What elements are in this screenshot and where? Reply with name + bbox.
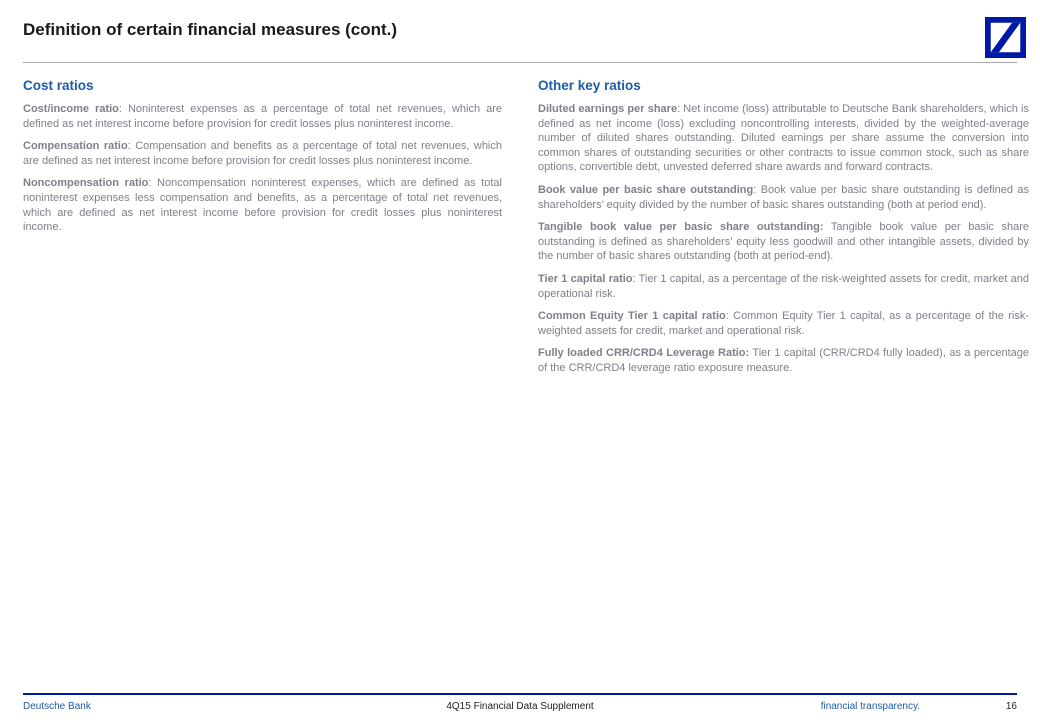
definition-term: Noncompensation ratio <box>23 177 149 190</box>
definition-text: Tier 1 capital (CRR/CRD4 fully loaded), as a percentage of the CRR/CRD4 leverage ratio exposure measure. <box>538 347 1029 374</box>
cost-ratios-heading: Cost ratios <box>23 78 94 93</box>
definition-text: : Tier 1 capital, as a percentage of the risk-weighted assets for credit, market and operational risk. <box>538 272 1029 300</box>
content-columns <box>23 78 1029 384</box>
footer-document-title: 4Q15 Financial Data Supplement <box>446 701 594 712</box>
definition-compensation-ratio <box>23 139 502 168</box>
definition-text: Tangible book value per basic share outstanding is defined as shareholders’ equity less goodwill and other intangible assets, divided by the number of basic shares outstanding (both at period-end). <box>538 221 1029 263</box>
definition-text: : Compensation and benefits as a percentage of total net revenues, which are defined as net interest income before provision for credit losses plus noninterest income. <box>23 140 502 167</box>
deutsche-bank-logo-icon <box>985 17 1026 58</box>
definition-term: Compensation ratio <box>23 140 128 153</box>
footer-divider <box>23 693 1017 695</box>
header-divider <box>23 62 1017 63</box>
other-key-ratios-section <box>538 78 1029 384</box>
definition-term: Tier 1 capital ratio <box>538 272 633 285</box>
cost-ratios-section <box>23 78 502 384</box>
definition-tier-1-capital-ratio <box>538 272 1029 301</box>
definition-term: Diluted earnings per share <box>538 103 678 115</box>
definition-text: : Book value per basic share outstanding is defined as shareholders’ equity divided by the number of basic shares outstanding (both at period end). <box>538 183 1029 211</box>
definition-term: Cost/income ratio <box>23 103 119 115</box>
page-title: Definition of certain financial measures (cont.) <box>23 20 398 39</box>
definition-book-value-per-basic-share <box>538 183 1029 212</box>
definition-text: : Noncompensation noninterest expenses, which are defined as total noninterest expenses less compensation and benefits, as a percentage of total net revenues, which are defined as net interest income before provision for credit losses plus noninterest income. <box>23 177 502 234</box>
definition-common-equity-tier-1-capital-ratio <box>538 309 1029 338</box>
footer-tagline: financial transparency. <box>820 701 920 712</box>
definition-cost-income-ratio <box>23 102 502 131</box>
definition-term: Fully loaded CRR/CRD4 Leverage Ratio: <box>538 347 750 360</box>
definition-term: Common Equity Tier 1 capital ratio <box>538 310 726 323</box>
other-key-ratios-heading: Other key ratios <box>538 78 641 93</box>
footer-page-number: 16 <box>1005 701 1017 712</box>
definition-term: Tangible book value per basic share outstanding: <box>538 221 824 234</box>
footer-brand: Deutsche Bank <box>23 701 91 712</box>
definition-tangible-book-value-per-basic-share <box>538 220 1029 264</box>
definition-term: Book value per basic share outstanding <box>538 183 754 196</box>
definition-text: : Common Equity Tier 1 capital, as a percentage of the risk-weighted assets for credit, market and operational risk. <box>538 310 1029 337</box>
definition-text: : Net income (loss) attributable to Deutsche Bank shareholders, which is defined as net income (loss) excluding noncontrolling interests, divided by the weighted-average number of diluted shares outstanding. Diluted earnings per share assume the conversion into common shares of outstanding securities or other contracts to issue common stock, such as share options, convertible debt, unvested deferred share awards and forward contracts. <box>538 103 1029 174</box>
definition-fully-loaded-crr-crd4-leverage-ratio <box>538 346 1029 375</box>
definition-text: : Noninterest expenses as a percentage of total net revenues, which are defined as net interest income before provision for credit losses plus noninterest income. <box>23 103 502 130</box>
definition-diluted-earnings-per-share <box>538 102 1029 175</box>
definition-noncompensation-ratio <box>23 176 502 234</box>
